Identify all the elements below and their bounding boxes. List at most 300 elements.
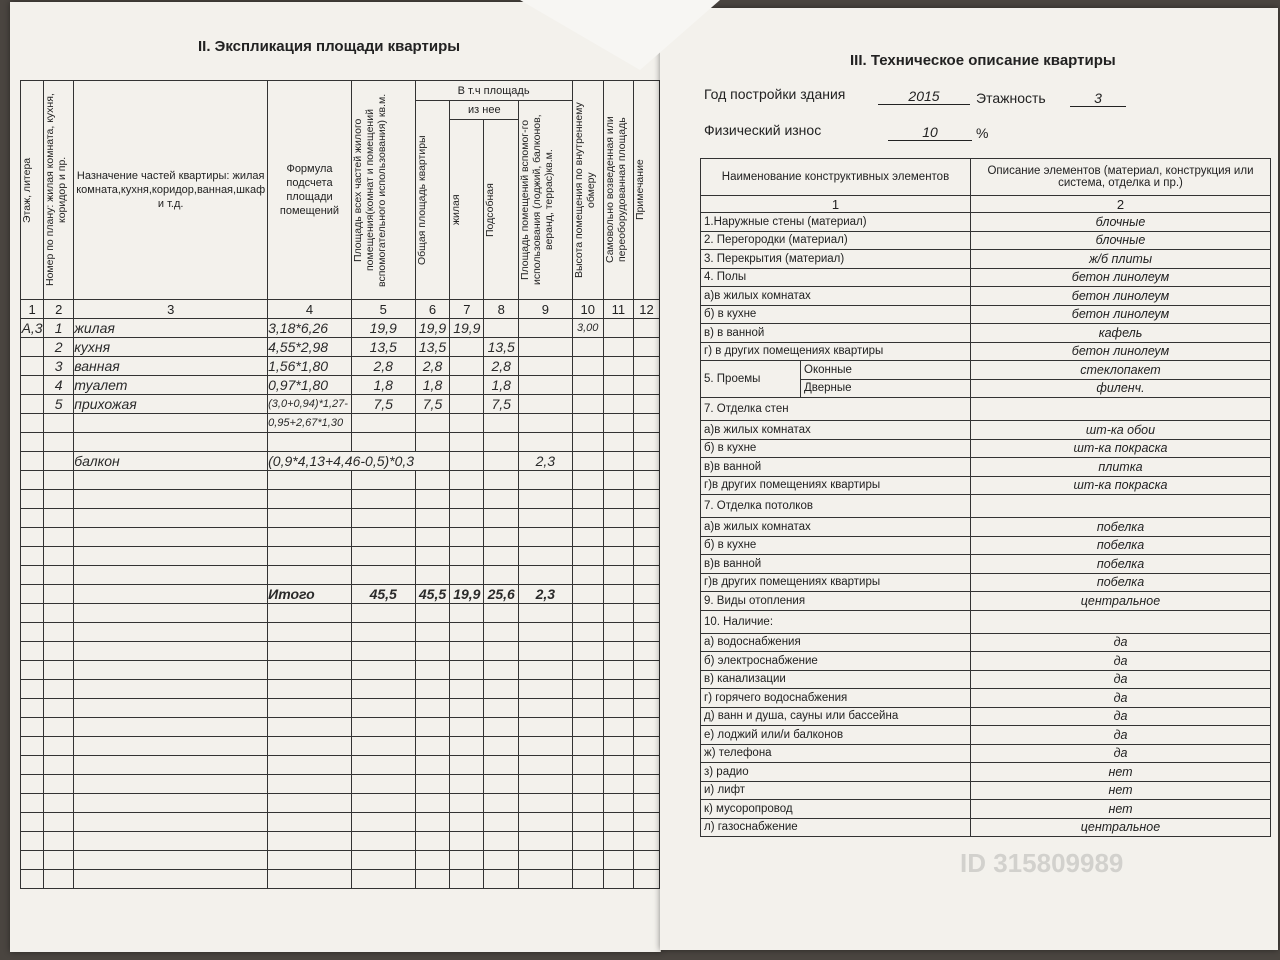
cell-c9 bbox=[519, 395, 572, 414]
cell-empty bbox=[44, 699, 74, 718]
doors-value: филенч. bbox=[971, 379, 1271, 398]
tech-row-name: к) мусоропровод bbox=[701, 800, 971, 819]
cell-c11 bbox=[603, 414, 633, 433]
header-height: Высота помещения по внутреннему обмеру bbox=[572, 81, 603, 300]
cell-c5: 2,8 bbox=[351, 357, 415, 376]
cell-empty bbox=[44, 604, 74, 623]
cell-empty bbox=[44, 832, 74, 851]
cell-empty bbox=[21, 794, 44, 813]
cell-empty bbox=[268, 623, 352, 642]
cell-empty bbox=[415, 832, 450, 851]
table-row bbox=[21, 414, 660, 433]
cell-empty bbox=[44, 433, 74, 452]
cell-c4: 1,56*1,80 bbox=[268, 357, 352, 376]
col-num: 4 bbox=[268, 300, 352, 319]
tech-row-name: а)в жилых комнатах bbox=[701, 287, 971, 306]
cell-empty bbox=[519, 699, 572, 718]
tech-row-value: да bbox=[971, 652, 1271, 671]
cell-c4: 0,97*1,80 bbox=[268, 376, 352, 395]
cell-empty bbox=[268, 566, 352, 585]
cell-empty bbox=[351, 870, 415, 889]
header-unauthorized: Самовольно возведенная или переоборудованная площадь bbox=[603, 81, 633, 300]
cell-empty bbox=[603, 794, 633, 813]
cell-c6: 2,8 bbox=[415, 357, 450, 376]
tech-row-value: да bbox=[971, 726, 1271, 745]
cell-empty bbox=[351, 813, 415, 832]
cell-empty bbox=[484, 661, 519, 680]
cell-empty bbox=[351, 718, 415, 737]
cell-empty bbox=[519, 737, 572, 756]
header-auxiliary-area: Площадь помещений вспомог-го использования (лоджий, балконов, веранд, террас)кв.м. bbox=[519, 101, 572, 300]
tech-row-name: в) в ванной bbox=[701, 324, 971, 343]
cell-empty bbox=[633, 718, 659, 737]
tech-row-name: з) радио bbox=[701, 763, 971, 782]
cell-empty bbox=[74, 509, 268, 528]
cell-empty bbox=[74, 813, 268, 832]
tech-row-name: а)в жилых комнатах bbox=[701, 421, 971, 440]
cell-empty bbox=[74, 851, 268, 870]
cell-empty bbox=[415, 851, 450, 870]
tech-row bbox=[701, 707, 1271, 726]
tech-row bbox=[701, 763, 1271, 782]
cell-empty bbox=[351, 509, 415, 528]
cell-empty bbox=[603, 604, 633, 623]
cell-empty bbox=[572, 813, 603, 832]
cell-empty bbox=[450, 509, 484, 528]
cell-empty bbox=[484, 528, 519, 547]
col-num: 11 bbox=[603, 300, 633, 319]
tech-row bbox=[701, 633, 1271, 652]
cell-empty bbox=[415, 623, 450, 642]
cell-empty bbox=[484, 623, 519, 642]
cell-empty bbox=[268, 851, 352, 870]
tech-row bbox=[701, 213, 1271, 232]
cell-c4: 3,18*6,26 bbox=[268, 319, 352, 338]
tech-row-value: да bbox=[971, 670, 1271, 689]
total-c7: 19,9 bbox=[450, 585, 484, 604]
cell-empty bbox=[74, 756, 268, 775]
cell-empty bbox=[74, 604, 268, 623]
cell-empty bbox=[44, 566, 74, 585]
cell-empty bbox=[484, 680, 519, 699]
tech-row bbox=[701, 287, 1271, 306]
cell-empty bbox=[351, 604, 415, 623]
cell-empty bbox=[21, 718, 44, 737]
tech-row bbox=[701, 670, 1271, 689]
tech-table bbox=[700, 158, 1271, 837]
tech-row bbox=[701, 458, 1271, 477]
tech-row-value: да bbox=[971, 633, 1271, 652]
tech-row bbox=[701, 518, 1271, 537]
tech-row-name: в)в ванной bbox=[701, 555, 971, 574]
cell-empty bbox=[450, 642, 484, 661]
cell-c6: 13,5 bbox=[415, 338, 450, 357]
tech-colnum-1: 1 bbox=[701, 196, 971, 213]
cell-empty bbox=[633, 680, 659, 699]
cell-empty bbox=[351, 547, 415, 566]
floors-label: Этажность bbox=[976, 90, 1046, 106]
cell-c12 bbox=[633, 395, 659, 414]
cell-c5 bbox=[351, 414, 415, 433]
cell-empty bbox=[450, 794, 484, 813]
empty-row bbox=[21, 870, 660, 889]
empty-row bbox=[21, 490, 660, 509]
tech-row-value: центральное bbox=[971, 592, 1271, 611]
tech-row-name: л) газоснабжение bbox=[701, 818, 971, 837]
cell-empty bbox=[351, 756, 415, 775]
tech-row-name: 10. Наличие: bbox=[701, 610, 971, 633]
total-c8: 25,6 bbox=[484, 585, 519, 604]
tech-row-value: нет bbox=[971, 800, 1271, 819]
tech-row bbox=[701, 652, 1271, 671]
cell-c2: 2 bbox=[44, 338, 74, 357]
tech-row bbox=[701, 689, 1271, 708]
header-plan-number: Номер по плану: жилая комната, кухня, коридор и пр. bbox=[44, 81, 74, 300]
cell-empty bbox=[633, 699, 659, 718]
cell-c8 bbox=[484, 414, 519, 433]
cell-c7 bbox=[450, 338, 484, 357]
floors-value: 3 bbox=[1070, 90, 1126, 107]
tech-row-name: б) в кухне bbox=[701, 536, 971, 555]
cell-empty bbox=[415, 756, 450, 775]
cell-empty bbox=[572, 851, 603, 870]
cell-empty bbox=[633, 452, 659, 471]
tech-row bbox=[701, 573, 1271, 592]
cell-c1: А,3 bbox=[21, 320, 43, 336]
cell-empty bbox=[21, 832, 44, 851]
cell-empty bbox=[633, 832, 659, 851]
cell-empty bbox=[572, 452, 603, 471]
cell-empty bbox=[415, 775, 450, 794]
cell-empty bbox=[450, 851, 484, 870]
tech-row-name: 3. Перекрытия (материал) bbox=[701, 250, 971, 269]
cell-empty bbox=[603, 870, 633, 889]
cell-empty bbox=[572, 585, 603, 604]
total-c6: 45,5 bbox=[415, 585, 450, 604]
cell-empty bbox=[44, 718, 74, 737]
cell-empty bbox=[603, 737, 633, 756]
cell-empty bbox=[21, 471, 44, 490]
col-num: 9 bbox=[519, 300, 572, 319]
tech-row-name: 7. Отделка потолков bbox=[701, 495, 971, 518]
left-page bbox=[10, 2, 661, 952]
cell-empty bbox=[450, 680, 484, 699]
cell-c2: 1 bbox=[44, 319, 74, 338]
cell-empty bbox=[268, 642, 352, 661]
cell-c2: 5 bbox=[44, 395, 74, 414]
tech-row-value: нет bbox=[971, 763, 1271, 782]
cell-empty bbox=[21, 566, 44, 585]
wear-unit: % bbox=[976, 125, 989, 141]
cell-empty bbox=[519, 775, 572, 794]
cell-empty bbox=[450, 528, 484, 547]
cell-empty bbox=[633, 813, 659, 832]
tech-body-1 bbox=[701, 213, 1271, 361]
cell-empty bbox=[351, 832, 415, 851]
cell-c5: 7,5 bbox=[351, 395, 415, 414]
cell-empty bbox=[21, 623, 44, 642]
cell-c2 bbox=[44, 414, 74, 433]
tech-header-desc: Описание элементов (материал, конструкция или система, отделка и пр.) bbox=[971, 159, 1271, 196]
cell-c9 bbox=[519, 357, 572, 376]
cell-empty bbox=[44, 775, 74, 794]
cell-empty bbox=[484, 870, 519, 889]
cell-empty bbox=[572, 433, 603, 452]
cell-empty bbox=[21, 756, 44, 775]
tech-row-name: 1.Наружные стены (материал) bbox=[701, 213, 971, 232]
header-purpose: Назначение частей квартиры: жилая комната,кухня,коридор,ванная,шкаф и т.д. bbox=[74, 81, 268, 300]
cell-c5: 19,9 bbox=[351, 319, 415, 338]
cell-empty bbox=[450, 737, 484, 756]
cell-empty bbox=[351, 528, 415, 547]
cell-empty bbox=[450, 813, 484, 832]
tech-row-name: а) водоснабжения bbox=[701, 633, 971, 652]
empty-row bbox=[21, 680, 660, 699]
empty-row bbox=[21, 547, 660, 566]
tech-row-name: б) в кухне bbox=[701, 305, 971, 324]
tech-row-name: и) лифт bbox=[701, 781, 971, 800]
empty-row bbox=[21, 718, 660, 737]
cell-empty bbox=[519, 851, 572, 870]
cell-c4: 0,95+2,67*1,30 bbox=[268, 414, 352, 433]
header-utility: Подсобная bbox=[484, 120, 519, 300]
cell-empty bbox=[21, 547, 44, 566]
tech-row-value: бетон линолеум bbox=[971, 305, 1271, 324]
tech-row-name: 2. Перегородки (материал) bbox=[701, 231, 971, 250]
cell-c1 bbox=[21, 338, 44, 357]
windows-label: Оконные bbox=[801, 361, 971, 380]
tech-row bbox=[701, 421, 1271, 440]
cell-c7 bbox=[450, 414, 484, 433]
total-label: Итого bbox=[268, 585, 352, 604]
tech-row-value: нет bbox=[971, 781, 1271, 800]
openings-label: 5. Проемы bbox=[701, 361, 801, 398]
column-numbers-row bbox=[21, 300, 660, 319]
cell-empty bbox=[572, 547, 603, 566]
cell-empty bbox=[74, 528, 268, 547]
cell-c7 bbox=[450, 357, 484, 376]
cell-empty bbox=[44, 528, 74, 547]
tech-row-name: д) ванн и душа, сауны или бассейна bbox=[701, 707, 971, 726]
cell-empty bbox=[633, 471, 659, 490]
cell-empty bbox=[44, 680, 74, 699]
cell-c12 bbox=[633, 338, 659, 357]
tech-row-value: шт-ка обои bbox=[971, 421, 1271, 440]
cell-c3: прихожая bbox=[74, 395, 268, 414]
cell-empty bbox=[633, 509, 659, 528]
cell-empty bbox=[572, 528, 603, 547]
tech-row-name: б) электроснабжение bbox=[701, 652, 971, 671]
cell-empty bbox=[450, 661, 484, 680]
cell-empty bbox=[519, 832, 572, 851]
cell-empty bbox=[572, 642, 603, 661]
cell-empty bbox=[21, 813, 44, 832]
cell-empty bbox=[351, 623, 415, 642]
cell-c8: 2,8 bbox=[484, 357, 519, 376]
cell-c8: 7,5 bbox=[484, 395, 519, 414]
cell-empty bbox=[484, 547, 519, 566]
empty-row bbox=[21, 604, 660, 623]
cell-empty bbox=[415, 490, 450, 509]
tech-row-name: в) канализации bbox=[701, 670, 971, 689]
cell-empty bbox=[450, 452, 484, 471]
cell-empty bbox=[572, 623, 603, 642]
cell-c3: ванная bbox=[74, 357, 268, 376]
cell-empty bbox=[633, 851, 659, 870]
col-num: 2 bbox=[44, 300, 74, 319]
cell-c4: 4,55*2,98 bbox=[268, 338, 352, 357]
cell-empty bbox=[74, 718, 268, 737]
tech-row-value: ж/б плиты bbox=[971, 250, 1271, 269]
cell-empty bbox=[415, 680, 450, 699]
cell-c3 bbox=[74, 414, 268, 433]
cell-empty bbox=[519, 794, 572, 813]
cell-empty bbox=[572, 680, 603, 699]
tech-row-name: г) в других помещениях квартиры bbox=[701, 342, 971, 361]
cell-empty bbox=[603, 585, 633, 604]
empty-row bbox=[21, 699, 660, 718]
tech-row bbox=[701, 476, 1271, 495]
cell-empty bbox=[74, 547, 268, 566]
tech-row-name: б) в кухне bbox=[701, 439, 971, 458]
tech-row-name: г)в других помещениях квартиры bbox=[701, 476, 971, 495]
cell-empty bbox=[450, 566, 484, 585]
balcony-label: балкон bbox=[74, 452, 268, 471]
cell-empty bbox=[268, 547, 352, 566]
total-c5: 45,5 bbox=[351, 585, 415, 604]
cell-empty bbox=[268, 832, 352, 851]
tech-row-value: побелка bbox=[971, 555, 1271, 574]
tech-row-value bbox=[971, 495, 1271, 518]
cell-c4: (3,0+0,94)*1,27- bbox=[268, 395, 352, 414]
cell-empty bbox=[519, 661, 572, 680]
cell-empty bbox=[572, 699, 603, 718]
cell-empty bbox=[484, 452, 519, 471]
tech-row-name: в)в ванной bbox=[701, 458, 971, 477]
tech-row bbox=[701, 342, 1271, 361]
cell-empty bbox=[603, 433, 633, 452]
cell-empty bbox=[74, 490, 268, 509]
cell-empty bbox=[21, 680, 44, 699]
empty-row bbox=[21, 775, 660, 794]
cell-c1 bbox=[21, 395, 44, 414]
cell-empty bbox=[268, 490, 352, 509]
cell-c7: 19,9 bbox=[450, 319, 484, 338]
cell-empty bbox=[519, 528, 572, 547]
tech-row-value: бетон линолеум bbox=[971, 342, 1271, 361]
cell-empty bbox=[268, 718, 352, 737]
cell-empty bbox=[484, 718, 519, 737]
cell-empty bbox=[450, 490, 484, 509]
cell-c10 bbox=[572, 395, 603, 414]
explication-table bbox=[20, 80, 660, 889]
right-page bbox=[660, 8, 1278, 950]
cell-empty bbox=[351, 490, 415, 509]
cell-empty bbox=[484, 490, 519, 509]
table-row bbox=[21, 395, 660, 414]
cell-empty bbox=[415, 737, 450, 756]
cell-empty bbox=[268, 699, 352, 718]
tech-row-value: побелка bbox=[971, 573, 1271, 592]
header-of-which: из нее bbox=[450, 101, 519, 120]
cell-empty bbox=[484, 699, 519, 718]
empty-row bbox=[21, 471, 660, 490]
cell-empty bbox=[351, 775, 415, 794]
cell-empty bbox=[21, 509, 44, 528]
header-formula: Формула подсчета площади помещений bbox=[268, 81, 352, 300]
tech-row-value: шт-ка покраска bbox=[971, 476, 1271, 495]
cell-empty bbox=[572, 490, 603, 509]
cell-empty bbox=[268, 509, 352, 528]
empty-row bbox=[21, 832, 660, 851]
tech-row-value: кафель bbox=[971, 324, 1271, 343]
cell-empty bbox=[268, 737, 352, 756]
cell-empty bbox=[633, 870, 659, 889]
cell-empty bbox=[268, 604, 352, 623]
tech-row bbox=[701, 398, 1271, 421]
cell-empty bbox=[44, 509, 74, 528]
empty-row bbox=[21, 661, 660, 680]
tech-row-value: да bbox=[971, 744, 1271, 763]
cell-empty bbox=[633, 585, 659, 604]
cell-c3: кухня bbox=[74, 338, 268, 357]
cell-empty bbox=[603, 756, 633, 775]
cell-empty bbox=[351, 642, 415, 661]
cell-empty bbox=[633, 642, 659, 661]
tech-row bbox=[701, 250, 1271, 269]
cell-c10: 3,00 bbox=[572, 319, 603, 338]
cell-empty bbox=[572, 737, 603, 756]
empty-row bbox=[21, 623, 660, 642]
windows-value: стеклопакет bbox=[971, 361, 1271, 380]
tech-row-value: шт-ка покраска bbox=[971, 439, 1271, 458]
tech-row bbox=[701, 495, 1271, 518]
tech-row-name: 4. Полы bbox=[701, 268, 971, 287]
cell-empty bbox=[21, 870, 44, 889]
header-total-parts-area: Площадь всех частей жилого помещения(комнат и помещений вспомогательного использования) кв.м. bbox=[351, 81, 415, 300]
cell-empty bbox=[450, 433, 484, 452]
watermark: ID 315809989 bbox=[960, 848, 1124, 878]
cell-empty bbox=[44, 756, 74, 775]
cell-empty bbox=[603, 699, 633, 718]
cell-empty bbox=[519, 509, 572, 528]
cell-c10 bbox=[572, 376, 603, 395]
cell-c11 bbox=[603, 357, 633, 376]
explication-title: II. Экспликация площади квартиры bbox=[198, 38, 461, 55]
cell-empty bbox=[450, 623, 484, 642]
cell-empty bbox=[450, 471, 484, 490]
cell-c12 bbox=[633, 357, 659, 376]
cell-empty bbox=[484, 642, 519, 661]
cell-c10 bbox=[572, 357, 603, 376]
tech-row bbox=[701, 231, 1271, 250]
cell-empty bbox=[633, 623, 659, 642]
table-row bbox=[21, 338, 660, 357]
cell-empty bbox=[74, 585, 268, 604]
cell-empty bbox=[351, 794, 415, 813]
cell-empty bbox=[633, 794, 659, 813]
tech-row bbox=[701, 324, 1271, 343]
cell-empty bbox=[415, 794, 450, 813]
col-num: 10 bbox=[572, 300, 603, 319]
cell-empty bbox=[484, 566, 519, 585]
header-including-area: В т.ч площадь bbox=[415, 81, 572, 101]
cell-c11 bbox=[603, 376, 633, 395]
cell-empty bbox=[603, 623, 633, 642]
cell-empty bbox=[351, 699, 415, 718]
tech-row-value: плитка bbox=[971, 458, 1271, 477]
cell-c3: жилая bbox=[74, 319, 268, 338]
